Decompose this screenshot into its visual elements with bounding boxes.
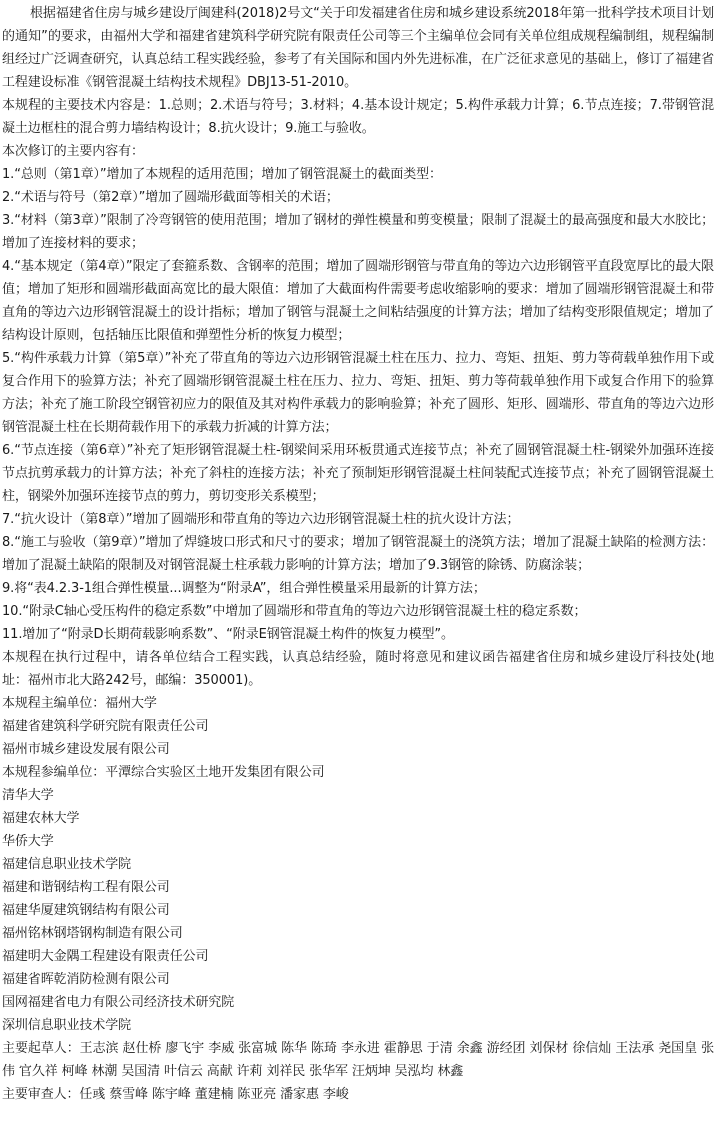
revision-item-3: 3.“材料（第3章）”限制了冷弯钢管的使用范围；增加了钢材的弹性模量和剪变模量；限制了混凝土的最高强度和最大水胶比；增加了连接材料的要求； <box>2 213 714 251</box>
participating-unit: 福建华厦建筑钢结构有限公司 <box>2 903 170 918</box>
participating-unit: 华侨大学 <box>2 834 54 849</box>
chief-editor-unit: 本规程主编单位：福州大学 <box>2 696 157 711</box>
participating-unit: 福建省晖乾消防检测有限公司 <box>2 972 170 987</box>
revision-item-11: 11.增加了“附录D长期荷载影响系数”、“附录E钢管混凝土构件的恢复力模型”。 <box>2 627 454 642</box>
participating-unit: 福建信息职业技术学院 <box>2 857 132 872</box>
main-reviewers: 主要审查人：任彧 蔡雪峰 陈宇峰 董建楠 陈亚亮 潘家惠 李峻 <box>2 1087 349 1102</box>
revision-item-10: 10.“附录C轴心受压构件的稳定系数”中增加了圆端形和带直角的等边六边形钢管混凝土柱的稳定系数； <box>2 604 587 619</box>
revision-item-4: 4.“基本规定（第4章）”限定了套箍系数、含钢率的范围；增加了圆端形钢管与带直角的等边六边形钢管平直段宽厚比的最大限值；增加了矩形和圆端形截面高宽比的最大限值：增加了大截面构件需要考虑收缩影响的要求：增加了圆端形钢管混凝土和带直角的等边六边形钢管混凝土的设计指标；增加了钢管与混凝土之间粘结强度的计算方法；增加了结构变形限值规定；增加了结构设计原则，包括轴压比限值和弹塑性分析的恢复力模型； <box>2 259 714 343</box>
participating-unit: 福建农林大学 <box>2 811 80 826</box>
revision-item-7: 7.“抗火设计（第8章）”增加了圆端形和带直角的等边六边形钢管混凝土柱的抗火设计方法； <box>2 512 520 527</box>
participating-unit: 清华大学 <box>2 788 54 803</box>
main-drafters: 主要起草人：王志滨 赵仕桥 廖飞宇 李威 张富城 陈华 陈琦 李永进 霍静思 于清 余鑫 游经团 刘保材 徐信灿 王法承 尧国皇 张伟 官久祥 柯峰 林潮 吴国清 叶信云 高献 许莉 刘祥民 张华军 汪炳坤 吴泓均 林鑫 <box>2 1041 714 1079</box>
revision-heading: 本次修订的主要内容有： <box>2 144 144 159</box>
revision-item-2: 2.“术语与符号（第2章）”增加了圆端形截面等相关的术语； <box>2 190 339 205</box>
revision-item-8: 8.“施工与验收（第9章）”增加了焊缝坡口形式和尺寸的要求；增加了钢管混凝土的浇筑方法；增加了混凝土缺陷的检测方法：增加了混凝土缺陷的限制及对钢管混凝土柱承载力影响的计算方法；增加了9.3钢管的除锈、防腐涂装； <box>2 535 714 573</box>
intro-paragraph: 根据福建省住房与城乡建设厅闽建科(2018)2号文“关于印发福建省住房和城乡建设系统2018年第一批科学技术项目计划的通知”的要求，由福州大学和福建省建筑科学研究院有限责任公司等三个主编单位会同有关单位组成规程编制组，规程编制组经过广泛调查研究，认真总结工程实践经验，参考了有关国际和国内外先进标准，在广泛征求意见的基础上，修订了福建省工程建设标准《钢管混凝土结构技术规程》DBJ13-51-2010。 <box>2 6 714 90</box>
main-contents-paragraph: 本规程的主要技术内容是：1.总则；2.术语与符号；3.材料；4.基本设计规定；5.构件承载力计算；6.节点连接；7.带钢管混凝土边框柱的混合剪力墙结构设计；8.抗火设计；9.施工与验收。 <box>2 98 714 136</box>
participating-unit: 福建和谐钢结构工程有限公司 <box>2 880 170 895</box>
chief-editor-unit: 福州市城乡建设发展有限公司 <box>2 742 170 757</box>
revision-item-1: 1.“总则（第1章）”增加了本规程的适用范围；增加了钢管混凝土的截面类型： <box>2 167 442 182</box>
participating-unit: 深圳信息职业技术学院 <box>2 1018 132 1033</box>
revision-item-9: 9.将“表4.2.3-1组合弹性模量...调整为“附录A”，组合弹性模量采用最新的计算方法； <box>2 581 486 596</box>
revision-item-5: 5.“构件承载力计算（第5章）”补充了带直角的等边六边形钢管混凝土柱在压力、拉力、弯矩、扭矩、剪力等荷载单独作用下或复合作用下的验算方法；补充了圆端形钢管混凝土柱在压力、拉力、弯矩、扭矩、剪力等荷载单独作用下或复合作用下的验算方法；补充了施工阶段空钢管初应力的限值及其对构件承载力的影响验算；补充了圆形、矩形、圆端形、带直角的等边六边形钢管混凝土柱在长期荷载作用下的承载力折减的计算方法； <box>2 351 714 435</box>
participating-unit: 本规程参编单位：平潭综合实验区土地开发集团有限公司 <box>2 765 325 780</box>
participating-unit: 福建明大金隅工程建设有限责任公司 <box>2 949 209 964</box>
participating-unit: 国网福建省电力有限公司经济技术研究院 <box>2 995 235 1010</box>
feedback-paragraph: 本规程在执行过程中，请各单位结合工程实践，认真总结经验，随时将意见和建议函告福建省住房和城乡建设厅科技处(地址：福州市北大路242号，邮编：350001)。 <box>2 650 714 688</box>
revision-item-6: 6.“节点连接（第6章）”补充了矩形钢管混凝土柱-钢梁间采用环板贯通式连接节点；补充了圆钢管混凝土柱-钢梁外加强环连接节点抗剪承载力的计算方法；补充了斜柱的连接方法；补充了预制矩形钢管混凝土柱间装配式连接节点；补充了圆钢管混凝土柱，钢梁外加强环连接节点的剪力，剪切变形关系模型； <box>2 443 714 504</box>
chief-editor-unit: 福建省建筑科学研究院有限责任公司 <box>2 719 209 734</box>
participating-unit: 福州铭林钢塔钢构制造有限公司 <box>2 926 183 941</box>
